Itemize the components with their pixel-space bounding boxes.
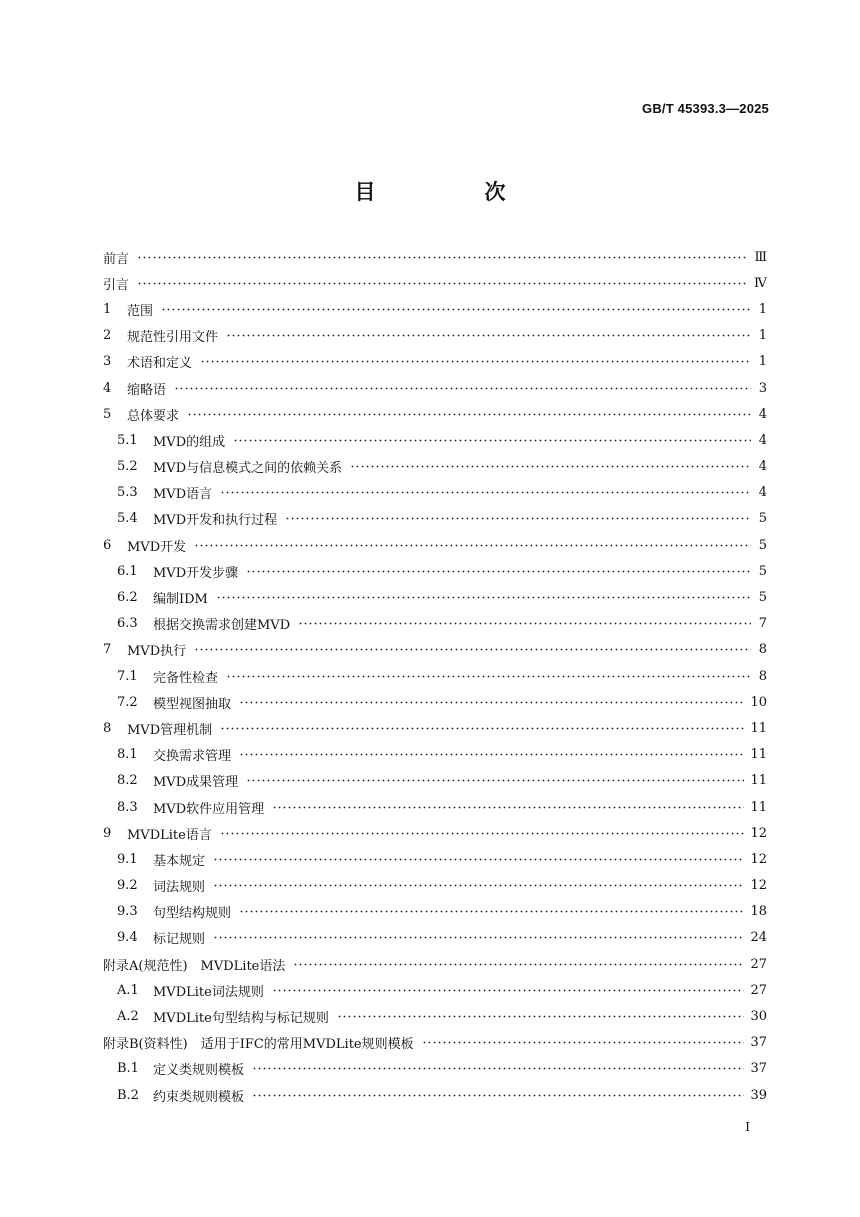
toc-leader-dots bbox=[216, 591, 751, 604]
toc-entry-number: 7.1 bbox=[117, 668, 138, 684]
toc-entry[interactable] bbox=[103, 427, 767, 453]
toc-entry-number: 8.1 bbox=[117, 747, 138, 763]
toc-leader-dots bbox=[213, 853, 744, 866]
toc-leader-dots bbox=[226, 329, 751, 342]
toc-entry-label: MVD软件应用管理 bbox=[153, 801, 265, 817]
toc-entry-label: 术语和定义 bbox=[127, 356, 193, 372]
toc-entry-page: 5 bbox=[758, 511, 767, 527]
standard-number: GB/T 45393.3—2025 bbox=[642, 101, 769, 116]
toc-leader-dots bbox=[293, 958, 744, 971]
toc-entry-number: 7 bbox=[103, 642, 112, 658]
toc-entry-page: 8 bbox=[758, 642, 767, 658]
toc-entry-label: 句型结构规则 bbox=[153, 906, 232, 922]
toc-entry-page: 5 bbox=[758, 590, 767, 606]
toc-entry-label: MVDLite语言 bbox=[127, 827, 212, 843]
toc-entry-number: 6.3 bbox=[117, 616, 138, 632]
page-title: 目 次 bbox=[354, 179, 550, 204]
page-folio: Ⅰ bbox=[745, 1120, 750, 1134]
toc-entry-number: 5.2 bbox=[117, 459, 138, 475]
toc-leader-dots bbox=[252, 1089, 744, 1102]
toc-entry-number: 2 bbox=[103, 328, 112, 344]
toc-entry-number: 9.3 bbox=[117, 904, 138, 920]
toc-entry[interactable] bbox=[103, 768, 767, 794]
toc-entry[interactable] bbox=[103, 244, 767, 270]
toc-entry[interactable] bbox=[103, 558, 767, 584]
toc-entry-page: 10 bbox=[750, 694, 767, 710]
toc-entry-label: 完备性检查 bbox=[153, 670, 219, 686]
toc-entry[interactable] bbox=[103, 611, 767, 637]
toc-leader-dots bbox=[233, 434, 751, 447]
toc-entry[interactable] bbox=[103, 637, 767, 663]
toc-entry[interactable] bbox=[103, 1056, 767, 1082]
toc-entry-label: 缩略语 bbox=[127, 382, 167, 398]
toc-entry-number: 8 bbox=[103, 720, 112, 736]
toc-leader-dots bbox=[194, 643, 751, 656]
toc-entry-page: 11 bbox=[750, 799, 767, 815]
toc-entry-page: 27 bbox=[750, 982, 767, 998]
toc-entry[interactable] bbox=[103, 899, 767, 925]
toc-entry-label: 模型视图抽取 bbox=[153, 696, 232, 712]
toc-entry-label: MVD的组成 bbox=[153, 434, 226, 450]
toc-entry-number: 5.4 bbox=[117, 511, 138, 527]
toc-entry-page: 4 bbox=[758, 406, 767, 422]
toc-leader-dots bbox=[220, 827, 745, 840]
toc-entry-page: 11 bbox=[750, 747, 767, 763]
toc-leader-dots bbox=[272, 984, 745, 997]
toc-entry-number: 9.2 bbox=[117, 878, 138, 894]
toc-leader-dots bbox=[239, 905, 744, 918]
toc-entry[interactable] bbox=[103, 873, 767, 899]
toc-entry-page: 5 bbox=[758, 537, 767, 553]
toc-entry-number: 9 bbox=[103, 825, 112, 841]
toc-entry-number: 5.3 bbox=[117, 485, 138, 501]
toc-entry-page: 12 bbox=[750, 878, 767, 894]
toc-entry-page: 1 bbox=[758, 301, 767, 317]
toc-entry-label: MVD开发和执行过程 bbox=[153, 513, 278, 529]
toc-entry-number: 8.2 bbox=[117, 773, 138, 789]
toc-entry-label: MVD管理机制 bbox=[127, 722, 213, 738]
toc-entry-label: MVDLite句型结构与标记规则 bbox=[153, 1011, 329, 1027]
toc-entry-label: 基本规定 bbox=[153, 853, 206, 869]
toc-entry-number: 6.2 bbox=[117, 590, 138, 606]
toc-leader-dots bbox=[422, 1036, 745, 1049]
toc-leader-dots bbox=[226, 670, 751, 683]
toc-entry[interactable] bbox=[103, 820, 767, 846]
toc-leader-dots bbox=[200, 355, 751, 368]
toc-entry[interactable] bbox=[103, 1003, 767, 1029]
toc-leader-dots bbox=[161, 303, 751, 316]
toc-entry-label: 附录B(资料性) 适用于IFC的常用MVDLite规则模板 bbox=[103, 1037, 414, 1053]
toc-leader-dots bbox=[220, 722, 744, 735]
toc-leader-dots bbox=[213, 879, 744, 892]
toc-entry-page: 18 bbox=[750, 904, 767, 920]
toc-leader-dots bbox=[239, 696, 744, 709]
toc-entry[interactable] bbox=[103, 480, 767, 506]
toc-entry-page: 3 bbox=[758, 380, 767, 396]
toc-entry-page: 37 bbox=[750, 1061, 767, 1077]
toc-entry-label: 约束类规则模板 bbox=[153, 1089, 245, 1105]
toc-entry-number: 3 bbox=[103, 354, 112, 370]
toc-entry-page: 12 bbox=[750, 825, 767, 841]
toc-entry-label: 范围 bbox=[127, 303, 154, 319]
toc-entry-page: 30 bbox=[750, 1009, 767, 1025]
toc-entry-page: 4 bbox=[758, 432, 767, 448]
toc-entry[interactable] bbox=[103, 532, 767, 558]
toc-entry[interactable] bbox=[103, 977, 767, 1003]
toc-entry[interactable] bbox=[103, 375, 767, 401]
toc-entry-label: 根据交换需求创建MVD bbox=[153, 618, 291, 634]
toc-leader-dots bbox=[337, 1010, 745, 1023]
toc-entry-page: 5 bbox=[758, 563, 767, 579]
toc-entry-page: 8 bbox=[758, 668, 767, 684]
table-of-contents bbox=[103, 244, 767, 1108]
toc-leader-dots bbox=[239, 748, 744, 761]
toc-entry-number: 5.1 bbox=[117, 432, 138, 448]
toc-entry-number: 7.2 bbox=[117, 694, 138, 710]
toc-entry-number: 1 bbox=[103, 301, 112, 317]
toc-leader-dots bbox=[213, 931, 744, 944]
toc-entry-label: MVD开发步骤 bbox=[153, 565, 239, 581]
toc-entry-page: 37 bbox=[750, 1035, 767, 1051]
toc-entry-page: 1 bbox=[758, 354, 767, 370]
toc-entry[interactable] bbox=[103, 584, 767, 610]
toc-entry[interactable] bbox=[103, 349, 767, 375]
toc-entry[interactable] bbox=[103, 1082, 767, 1108]
toc-entry-page: 1 bbox=[758, 328, 767, 344]
toc-entry-label: 附录A(规范性) MVDLite语法 bbox=[103, 958, 286, 974]
toc-entry[interactable] bbox=[103, 794, 767, 820]
toc-leader-dots bbox=[137, 277, 748, 290]
toc-leader-dots bbox=[246, 774, 744, 787]
toc-entry[interactable] bbox=[103, 296, 767, 322]
toc-leader-dots bbox=[298, 617, 751, 630]
toc-leader-dots bbox=[285, 512, 751, 525]
toc-entry[interactable] bbox=[103, 715, 767, 741]
toc-entry-number: A.2 bbox=[117, 1009, 139, 1025]
toc-entry[interactable] bbox=[103, 742, 767, 768]
toc-leader-dots bbox=[194, 539, 751, 552]
toc-entry-number: 6 bbox=[103, 537, 112, 553]
toc-entry[interactable] bbox=[103, 506, 767, 532]
toc-entry-number: 9.4 bbox=[117, 930, 138, 946]
toc-leader-dots bbox=[174, 382, 751, 395]
toc-entry-label: 规范性引用文件 bbox=[127, 330, 219, 346]
toc-entry[interactable] bbox=[103, 323, 767, 349]
toc-entry-page: 39 bbox=[750, 1087, 767, 1103]
toc-entry-label: 定义类规则模板 bbox=[153, 1063, 245, 1079]
toc-leader-dots bbox=[220, 486, 751, 499]
toc-entry-label: 前言 bbox=[103, 251, 130, 267]
toc-entry-page: 7 bbox=[758, 616, 767, 632]
toc-entry-label: MVD成果管理 bbox=[153, 775, 239, 791]
toc-entry[interactable] bbox=[103, 925, 767, 951]
toc-entry[interactable] bbox=[103, 846, 767, 872]
toc-entry-number: 8.3 bbox=[117, 799, 138, 815]
toc-entry[interactable] bbox=[103, 401, 767, 427]
toc-entry-page: Ⅲ bbox=[754, 249, 767, 265]
toc-entry-page: 11 bbox=[750, 720, 767, 736]
toc-entry-label: 交换需求管理 bbox=[153, 749, 232, 765]
toc-leader-dots bbox=[137, 251, 748, 264]
toc-entry-label: MVD语言 bbox=[153, 487, 213, 503]
toc-entry-page: 4 bbox=[758, 459, 767, 475]
toc-entry-number: 4 bbox=[103, 380, 112, 396]
toc-entry-page: 27 bbox=[750, 956, 767, 972]
toc-entry-page: 12 bbox=[750, 851, 767, 867]
toc-entry-page: Ⅳ bbox=[754, 275, 767, 291]
toc-entry[interactable] bbox=[103, 663, 767, 689]
toc-leader-dots bbox=[246, 565, 751, 578]
toc-entry-page: 11 bbox=[750, 773, 767, 789]
toc-entry[interactable] bbox=[103, 454, 767, 480]
toc-entry-label: 词法规则 bbox=[153, 880, 206, 896]
toc-entry[interactable] bbox=[103, 951, 767, 977]
toc-leader-dots bbox=[350, 460, 751, 473]
toc-leader-dots bbox=[252, 1062, 744, 1075]
toc-entry-label: MVDLite词法规则 bbox=[153, 984, 264, 1000]
toc-entry-label: 引言 bbox=[103, 277, 130, 293]
toc-entry-number: B.2 bbox=[117, 1087, 139, 1103]
toc-entry-label: MVD执行 bbox=[127, 644, 187, 660]
toc-entry-number: B.1 bbox=[117, 1061, 139, 1077]
toc-entry[interactable] bbox=[103, 689, 767, 715]
toc-entry-number: 6.1 bbox=[117, 563, 138, 579]
toc-leader-dots bbox=[272, 801, 744, 814]
toc-entry-number: A.1 bbox=[117, 982, 139, 998]
toc-entry-number: 9.1 bbox=[117, 851, 138, 867]
toc-entry-label: 总体要求 bbox=[127, 408, 180, 424]
toc-entry[interactable] bbox=[103, 270, 767, 296]
toc-entry-label: 标记规则 bbox=[153, 932, 206, 948]
toc-entry-number: 5 bbox=[103, 406, 112, 422]
toc-entry-label: MVD开发 bbox=[127, 539, 187, 555]
toc-leader-dots bbox=[187, 408, 751, 421]
toc-entry[interactable] bbox=[103, 1030, 767, 1056]
toc-entry-page: 4 bbox=[758, 485, 767, 501]
toc-entry-page: 24 bbox=[750, 930, 767, 946]
toc-entry-label: 编制IDM bbox=[153, 592, 208, 608]
toc-entry-label: MVD与信息模式之间的依赖关系 bbox=[153, 461, 343, 477]
